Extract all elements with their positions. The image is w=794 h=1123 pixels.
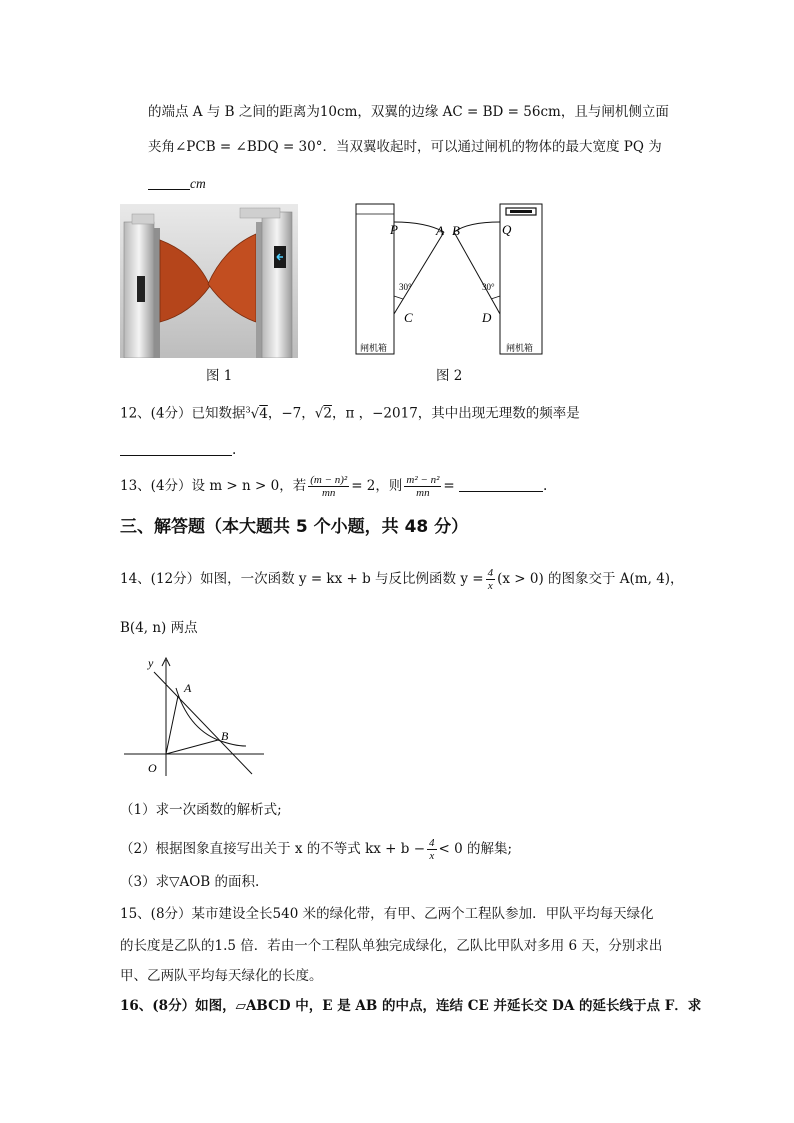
q14-line1 (120, 564, 684, 594)
q14-sub1: （1）求一次函数的解析式; (120, 802, 282, 818)
q14-line1-b: (x > 0) 的图象交于 A(m, 4)， (497, 571, 684, 587)
q13-eq: = (443, 478, 455, 494)
box-label-right: 闸机箱 (506, 343, 534, 353)
label-p: P (390, 222, 398, 237)
box-label-left: 闸机箱 (360, 343, 388, 353)
figure-1-turnstile-photo (120, 204, 298, 358)
q13-mid: = 2，则 (351, 478, 403, 494)
q13-fraction-1: $\frac{\text{(m − n)²}}{mn}$ (310, 474, 348, 499)
q12-sep1: ，−7， (267, 405, 315, 422)
q13-end: . (542, 478, 548, 494)
q14-sub2-a: （2）根据图象直接写出关于 x 的不等式 kx + b − (120, 841, 426, 857)
q12-sep2: ，π ，−2017，其中出现无理数的频率是 (331, 405, 580, 422)
sqrt-expression: √2 (314, 405, 332, 422)
q15-line1: 15、(8分）某市建设全长540 米的绿化带，有甲、乙两个工程队参加．甲队平均每天绿化 (120, 906, 654, 922)
label-a: A (436, 223, 444, 238)
q12-prefix: 12、(4分）已知数据 (120, 405, 246, 422)
q14-sub2-fraction: $\frac{4}{x}$ (429, 837, 435, 862)
label-d: D (482, 310, 492, 325)
label-q: Q (502, 222, 512, 237)
cbrt-radicand: 4 (259, 405, 268, 422)
sqrt-radicand: 2 (323, 405, 332, 422)
answer-blank (148, 175, 190, 190)
q16-line1: 16、(8分）如图，▱ABCD 中，E 是 AB 的中点，连结 CE 并延长交 DA 的延长线于点 F．求 (120, 998, 702, 1014)
q12-line (120, 400, 580, 424)
cbrt-expression: $^3$√4 (245, 405, 268, 422)
point-a-label: A (184, 681, 192, 695)
label-angle-left: 30° (399, 282, 412, 292)
origin-label: O (148, 761, 157, 775)
q15-line3: 甲、乙两队平均每天绿化的长度。 (120, 968, 323, 984)
q13-prefix: 13、(4分）设 m > n > 0，若 (120, 478, 307, 494)
label-b: B (452, 223, 460, 238)
answer-blank (459, 477, 543, 492)
q11-unit: cm (190, 176, 206, 191)
answer-blank (120, 441, 232, 456)
label-c: C (404, 310, 413, 325)
q14-graph (118, 656, 268, 778)
q11-line1: 的端点 A 与 B 之间的距离为10cm，双翼的边缘 AC = BD = 56cm，且与闸机侧立面 (148, 104, 669, 120)
label-angle-right: 30° (482, 282, 495, 292)
q14-line1-a: 14、(12分）如图，一次函数 y = kx + b 与反比例函数 y = (120, 571, 484, 587)
figure-2-diagram (354, 202, 546, 358)
q14-sub2 (120, 834, 512, 864)
point-b-label: B (221, 729, 229, 743)
q14-fraction: $\frac{4}{x}$ (487, 567, 494, 592)
q13-fraction-2: $\frac{\text{m² − n²}}{mn}$ (406, 474, 440, 499)
axis-y-label: y (148, 656, 154, 670)
q11-answer-line (148, 174, 206, 194)
q13-line (120, 472, 547, 500)
figure-2-caption: 图 2 (436, 368, 463, 384)
q12-end: . (232, 442, 237, 458)
q14-sub3: （3）求▽AOB 的面积. (120, 874, 260, 890)
q11-line2: 夹角∠PCB = ∠BDQ = 30°．当双翼收起时，可以通过闸机的物体的最大宽度 PQ 为 (148, 139, 662, 155)
section-heading: 三、解答题（本大题共 5 个小题，共 48 分） (120, 517, 469, 537)
q14-line2: B(4, n) 两点 (120, 620, 198, 636)
q14-sub2-b: < 0 的解集; (438, 841, 513, 857)
q15-line2: 的长度是乙队的1.5 倍．若由一个工程队单独完成绿化，乙队比甲队对多用 6 天，分别求出 (120, 938, 663, 954)
q12-answer-line (120, 440, 236, 460)
figure-1-caption: 图 1 (206, 368, 233, 384)
